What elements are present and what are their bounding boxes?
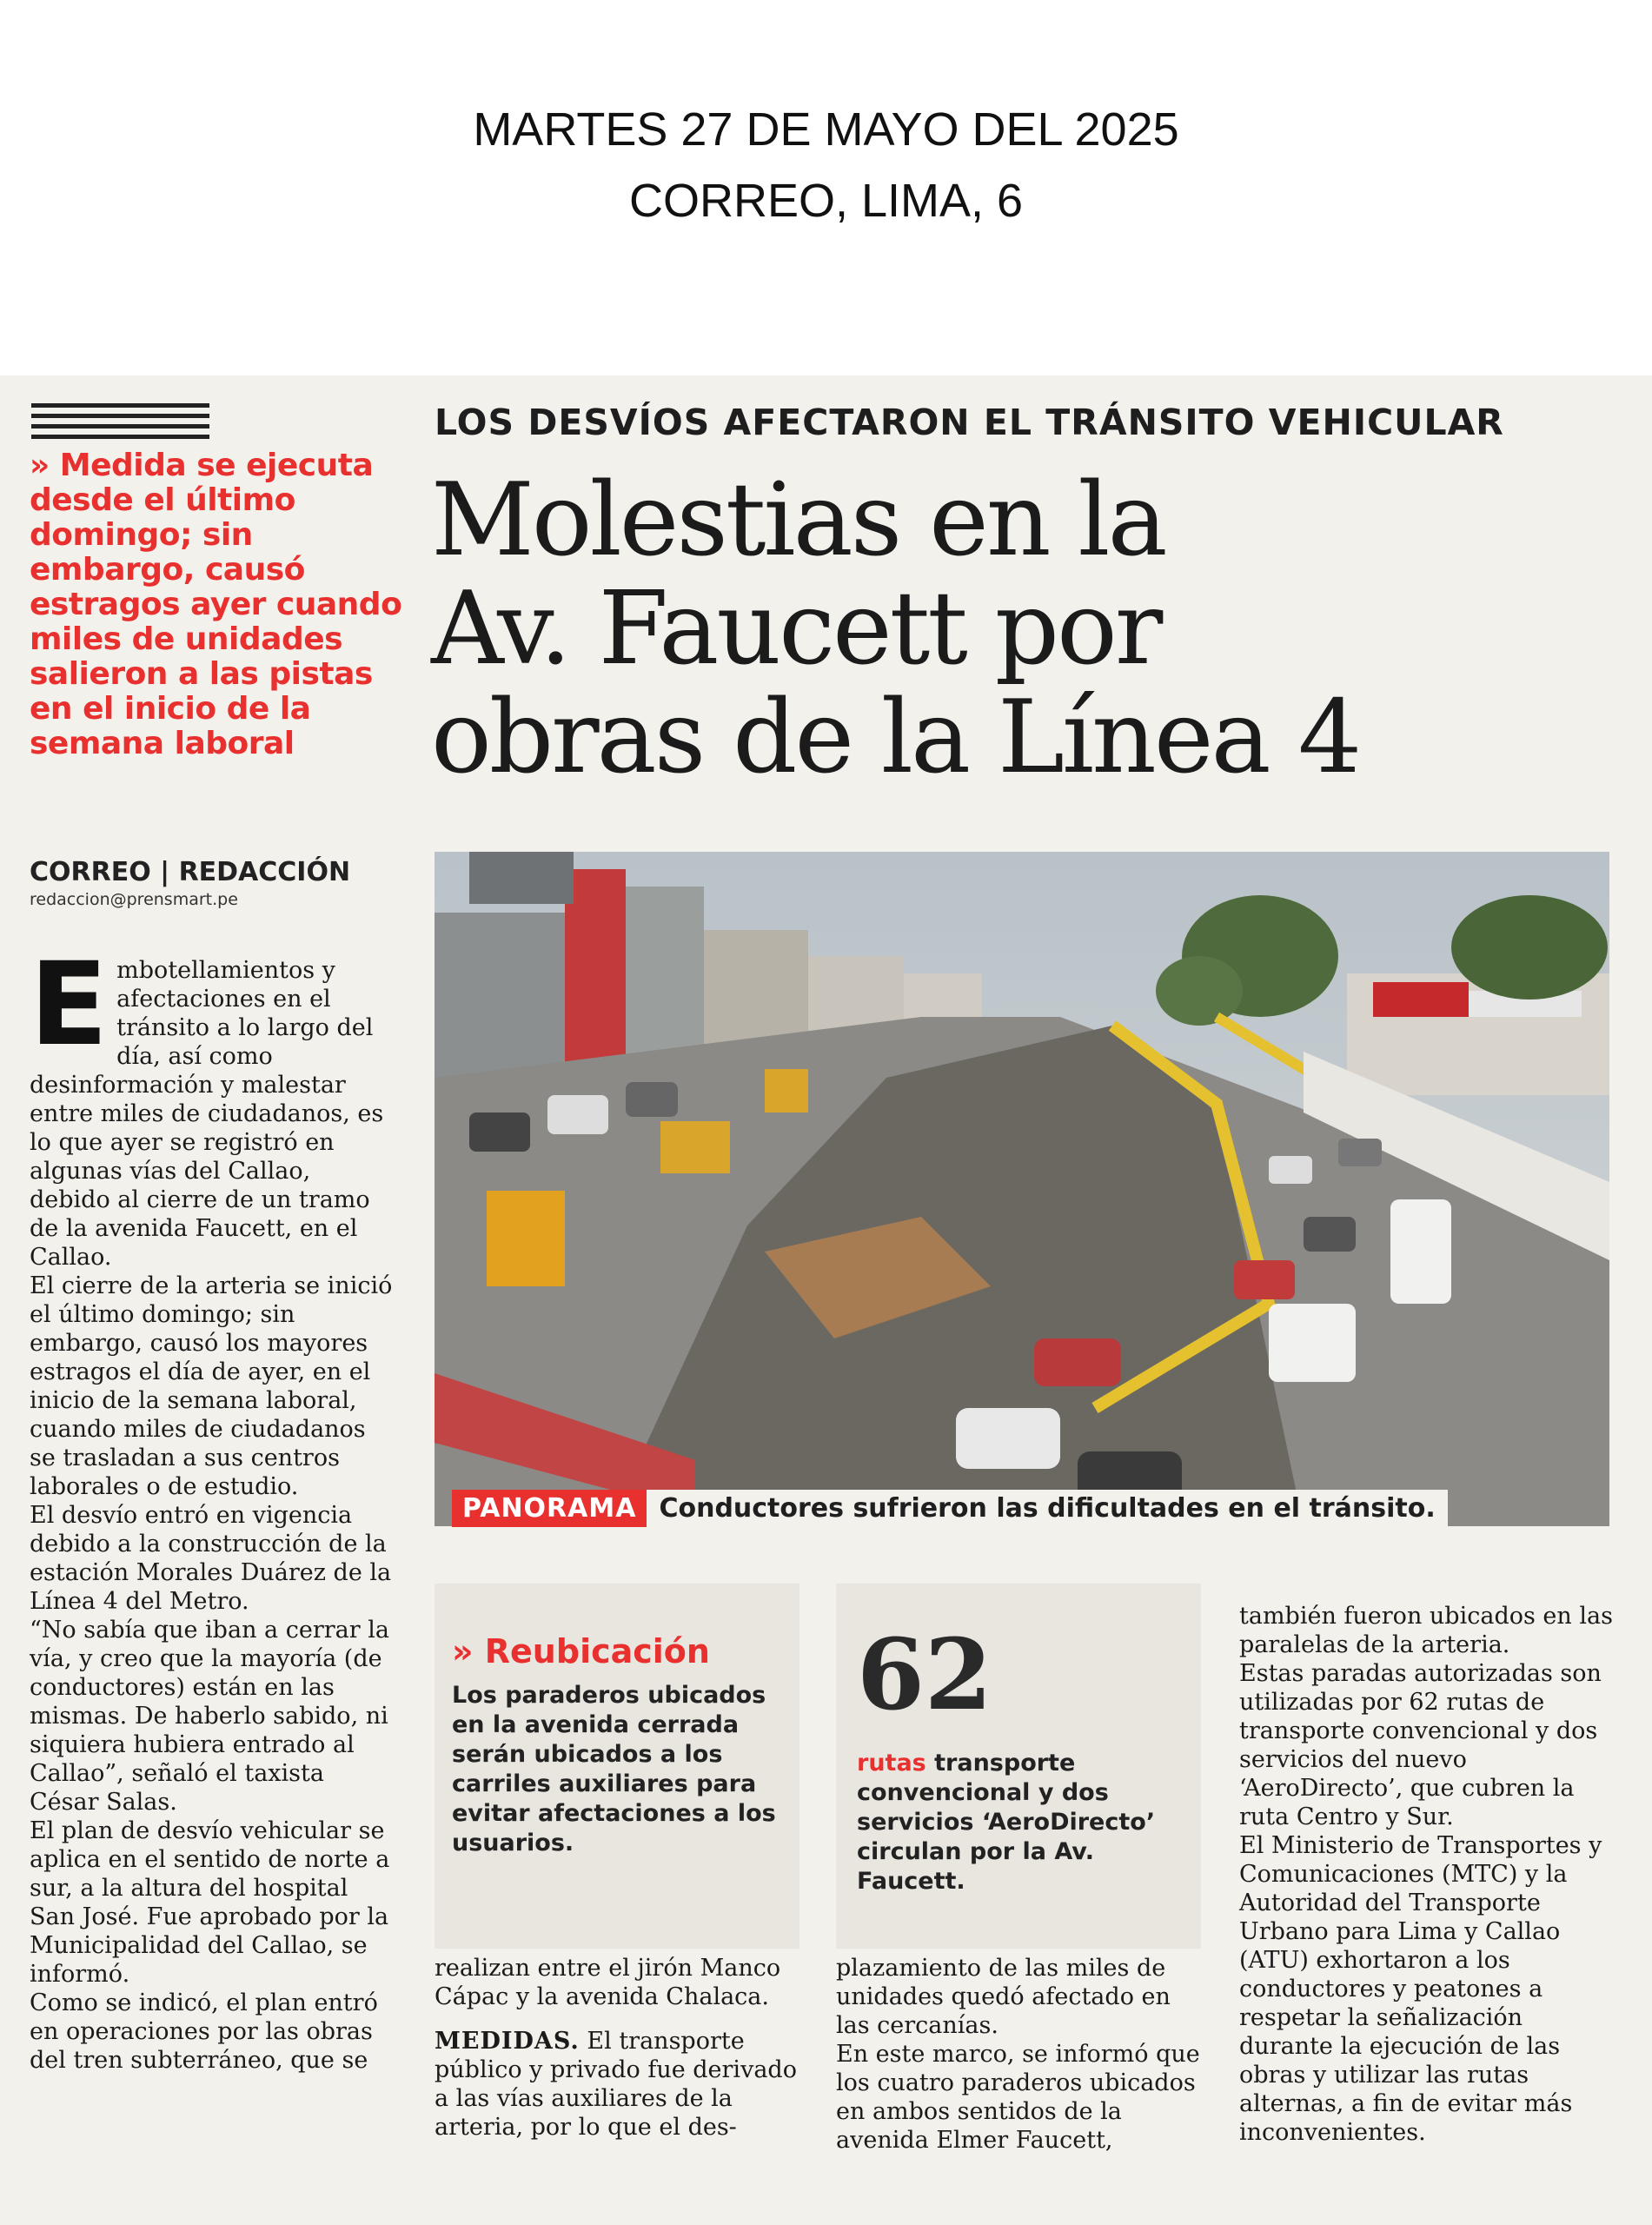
paragraph: El Ministerio de Transportes y Comunicaciones (MTC) y la Autoridad del Transporte Urbano para Lima y Callao (ATU) exhortaron a los conductores y peatones a respetar la señalización durante la ejecución de las obras y utilizar las rutas alternas, a fin de evitar más inconvenientes. xyxy=(1239,1832,1602,2146)
headline-line: Av. Faucett por xyxy=(431,570,1161,687)
decorative-rules xyxy=(31,403,209,445)
reubicacion-title: » Reubicación xyxy=(452,1632,710,1670)
routes-stat-text xyxy=(857,1749,1187,1896)
routes-description: transporte convencional y dos servicios ‘AeroDirecto’ circulan por la Av. Faucett. xyxy=(857,1750,1156,1895)
photo-caption xyxy=(452,1488,1448,1528)
headline-line: obras de la Línea 4 xyxy=(431,679,1360,796)
kicker: LOS DESVÍOS AFECTARON EL TRÁNSITO VEHICULAR xyxy=(435,402,1504,443)
dropcap: E xyxy=(30,938,109,1072)
photo-tag: PANORAMA xyxy=(452,1490,647,1527)
paragraph: “No sabía que iban a cerrar la vía, y creo que la mayoría (de conductores) están en las mismas. De haberlo sabido, ni siquiera hubiera entrado al Callao”, señaló el taxista César Salas. xyxy=(30,1617,389,1816)
source-line: CORREO, LIMA, 6 xyxy=(628,175,1024,227)
news-photo xyxy=(435,852,1609,1526)
pullquote: » Medida se ejecuta desde el último domingo; sin embargo, causó estragos ayer cuando miles de unidades salieron a las pistas en el inicio de la semana laboral xyxy=(30,448,402,761)
author-email: redaccion@prensmart.pe xyxy=(30,890,238,909)
paragraph: En este marco, se informó que los cuatro paraderos ubicados en ambos sentidos de la avenida Elmer Faucett, xyxy=(836,2041,1200,2154)
headline xyxy=(431,462,1613,796)
paragraph: El plan de desvío vehicular se aplica en el sentido de norte a sur, a la altura del hospital San José. Fue aprobado por la Municipalidad del Callao, se informó. xyxy=(30,1817,390,1988)
paragraph: El cierre de la arteria se inició el último domingo; sin embargo, causó los mayores estragos el día de ayer, en el inicio de la semana laboral, cuando miles de ciudadanos se trasladan a sus centros laborales o de estudio. xyxy=(30,1272,393,1500)
section-lead-text: El transporte público y privado fue derivado a las vías auxiliares de la arteria, por lo que el des- xyxy=(435,2028,797,2141)
routes-number: 62 xyxy=(857,1618,992,1732)
body-column-2 xyxy=(435,1954,799,2142)
reubicacion-text: Los paraderos ubicados en la avenida cerrada serán ubicados a los carriles auxiliares para evitar afectaciones a los usuarios. xyxy=(452,1682,776,1856)
photo-caption-text: Conductores sufrieron las dificultades en el tránsito. xyxy=(647,1490,1447,1527)
paragraph: realizan entre el jirón Manco Cápac y la avenida Chalaca. xyxy=(435,1955,781,2010)
body-column-3 xyxy=(836,1954,1201,2155)
headline-line: Molestias en la xyxy=(431,462,1165,579)
paragraph xyxy=(435,2027,799,2142)
reubicacion-box xyxy=(435,1584,799,1949)
byline: CORREO | REDACCIÓN xyxy=(30,857,351,887)
routes-highlight: rutas xyxy=(857,1750,926,1777)
routes-stat-box xyxy=(836,1584,1201,1949)
section-lead: MEDIDAS. xyxy=(435,2028,580,2055)
paragraph: El desvío entró en vigencia debido a la construcción de la estación Morales Duárez de la Línea 4 del Metro. xyxy=(30,1502,392,1615)
avenue-construction-illustration xyxy=(435,852,1609,1526)
date-line: MARTES 27 DE MAYO DEL 2025 xyxy=(473,103,1179,156)
paragraph: mbotellamientos y afectaciones en el tránsito a lo largo del día, así como desinformación y malestar entre miles de ciudadanos, es lo que ayer se registró en algunas vías del Callao, debido al cierre de un tramo de la avenida Faucett, en el Callao. xyxy=(30,957,384,1271)
paragraph: Estas paradas autorizadas son utilizadas por 62 rutas de transporte convencional y dos servicios del nuevo ‘AeroDirecto’, que cubren la ruta Centro y Sur. xyxy=(1239,1660,1602,1830)
paragraph: Como se indicó, el plan entró en operaciones por las obras del tren subterráneo, que se xyxy=(30,1989,378,2074)
paragraph: también fueron ubicados en las paralelas de la arteria. xyxy=(1239,1603,1613,1658)
body-column-1 xyxy=(30,938,395,2075)
paragraph: plazamiento de las miles de unidades quedó afectado en las cercanías. xyxy=(836,1955,1171,2039)
body-column-4 xyxy=(1239,1602,1613,2147)
